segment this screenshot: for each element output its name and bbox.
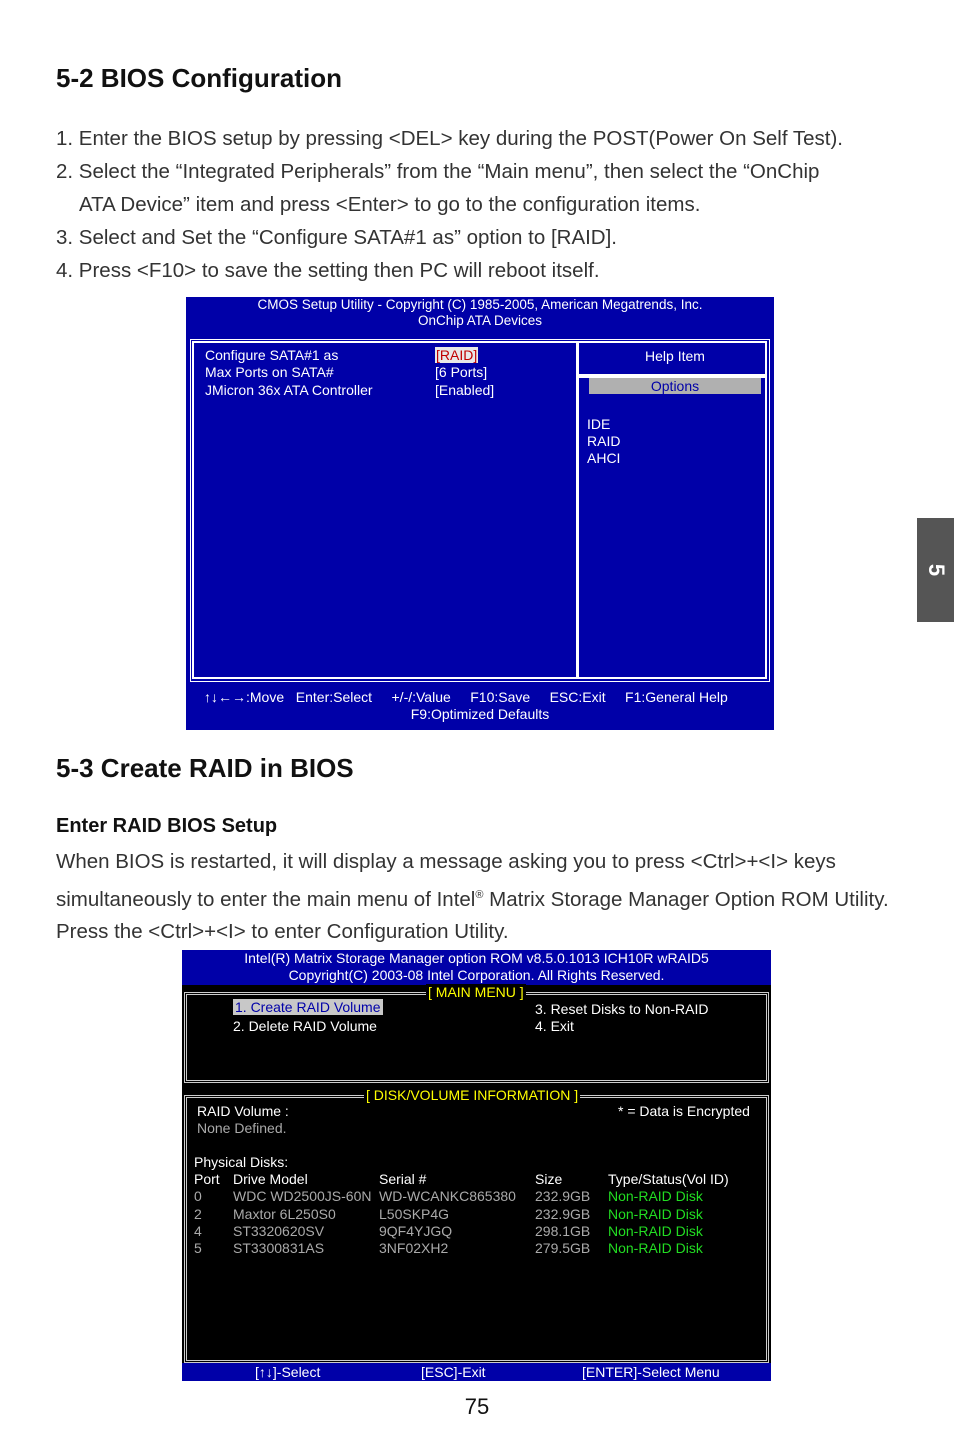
option-rom-version: Intel(R) Matrix Storage Manager option ROM v8.5.0.1013 ICH10R wRAID5 [244,950,709,966]
step-3: 3. Select and Set the “Configure SATA#1 as” option to [RAID]. [56,226,618,249]
disk-size: 298.1GB [535,1223,591,1239]
encrypted-note: * = Data is Encrypted [618,1103,750,1119]
disk-size: 232.9GB [535,1206,591,1222]
intel-matrix-storage-screenshot [182,950,771,1381]
column-size: Size [535,1171,563,1187]
section-title-bios-configuration: 5-2 BIOS Configuration [56,63,342,93]
step-2-continued: ATA Device” item and press <Enter> to go to the configuration items. [79,193,701,216]
disk-model: ST3320620SV [233,1223,325,1239]
column-port: Port [194,1171,220,1187]
bios-key-legend: ↑↓←→:Move Enter:Select +/-/:Value F10:Save ESC:Exit F1:General Help [204,689,728,705]
disk-status: Non-RAID Disk [608,1223,703,1239]
disk-volume-info-title: [ DISK/VOLUME INFORMATION ] [366,1087,579,1103]
option-rom-copyright: Copyright(C) 2003-08 Intel Corporation. All Rights Reserved. [288,967,665,983]
disk-status: Non-RAID Disk [608,1206,703,1222]
setting-configure-sata-value[interactable]: [RAID] [436,347,478,363]
menu-delete-raid-volume[interactable]: 2. Delete RAID Volume [233,1018,377,1034]
step-2: 2. Select the “Integrated Peripherals” from the “Main menu”, then select the “OnChip [56,160,820,183]
legend-select: [↑↓]-Select [255,1364,321,1380]
disk-size: 232.9GB [535,1188,591,1204]
disk-status: Non-RAID Disk [608,1188,703,1204]
setting-configure-sata-label[interactable]: Configure SATA#1 as [205,347,339,363]
physical-disks-label: Physical Disks: [194,1154,289,1170]
chapter-tab [917,518,954,622]
page-number: 75 [464,1394,490,1419]
option-rom-header [182,950,771,985]
setting-jmicron-value[interactable]: [Enabled] [435,382,495,398]
main-menu-title: [ MAIN MENU ] [428,984,524,1000]
none-defined: None Defined. [197,1120,287,1136]
disk-serial: WD-WCANKC865380 [379,1188,516,1204]
raid-setup-paragraph [56,846,926,948]
disk-model: ST3300831AS [233,1240,325,1256]
menu-reset-disks[interactable]: 3. Reset Disks to Non-RAID [535,1001,709,1017]
disk-port: 2 [194,1206,202,1222]
option-raid[interactable]: RAID [587,433,621,449]
raid-volume-label: RAID Volume : [197,1103,289,1119]
help-item-title: Help Item [645,348,705,364]
bios-header-page: OnChip ATA Devices [417,313,543,328]
bios-main-frame [190,339,770,682]
disk-status: Non-RAID Disk [608,1240,703,1256]
disk-size: 279.5GB [535,1240,591,1256]
disk-port: 0 [194,1188,202,1204]
option-ahci[interactable]: AHCI [587,450,621,466]
paragraph-text-part2: Matrix Storage Manager Option ROM Utility. Press the <Ctrl>+<I> to enter Configuration Utility. [56,887,889,943]
disk-serial: L50SKP4G [379,1206,450,1222]
disk-model: Maxtor 6L250S0 [233,1206,336,1222]
menu-exit[interactable]: 4. Exit [535,1018,574,1034]
bios-header-copyright: CMOS Setup Utility - Copyright (C) 1985-2005, American Megatrends, Inc. [257,297,703,312]
menu-create-raid-volume[interactable]: 1. Create RAID Volume [235,999,381,1015]
disk-serial: 3NF02XH2 [379,1240,449,1256]
bios-configuration-steps [56,122,916,287]
option-rom-key-legend [182,1363,771,1381]
legend-enter: [ENTER]-Select Menu [582,1364,720,1380]
disk-port: 4 [194,1223,202,1239]
step-4: 4. Press <F10> to save the setting then PC will reboot itself. [56,259,600,282]
options-header: Options [589,378,761,394]
setting-max-ports-label[interactable]: Max Ports on SATA# [205,364,334,380]
option-ide[interactable]: IDE [587,416,611,432]
setting-max-ports-value[interactable]: [6 Ports] [435,364,488,380]
step-1: 1. Enter the BIOS setup by pressing <DEL> key during the POST(Power On Self Test). [56,127,843,150]
bios-key-legend-defaults: F9:Optimized Defaults [410,706,550,722]
column-type-status: Type/Status(Vol ID) [608,1171,729,1187]
legend-exit: [ESC]-Exit [421,1364,486,1380]
setting-jmicron-label[interactable]: JMicron 36x ATA Controller [205,382,373,398]
chapter-number: 5 [923,563,949,577]
bios-setup-screenshot [186,297,774,730]
disk-serial: 9QF4YJGQ [379,1223,453,1239]
registered-mark: ® [475,888,484,901]
column-serial: Serial # [379,1171,427,1187]
column-drive-model: Drive Model [233,1171,308,1187]
disk-model: WDC WD2500JS-60N [233,1188,372,1204]
disk-port: 5 [194,1240,202,1256]
paragraph-text-part1: When BIOS is restarted, it will display a message asking you to press <Ctrl>+<I> keys simultaneously to enter the main menu of Intel [56,850,836,911]
subsection-title-raid-bios-setup: Enter RAID BIOS Setup [56,815,278,837]
section-title-create-raid: 5-3 Create RAID in BIOS [56,753,354,783]
